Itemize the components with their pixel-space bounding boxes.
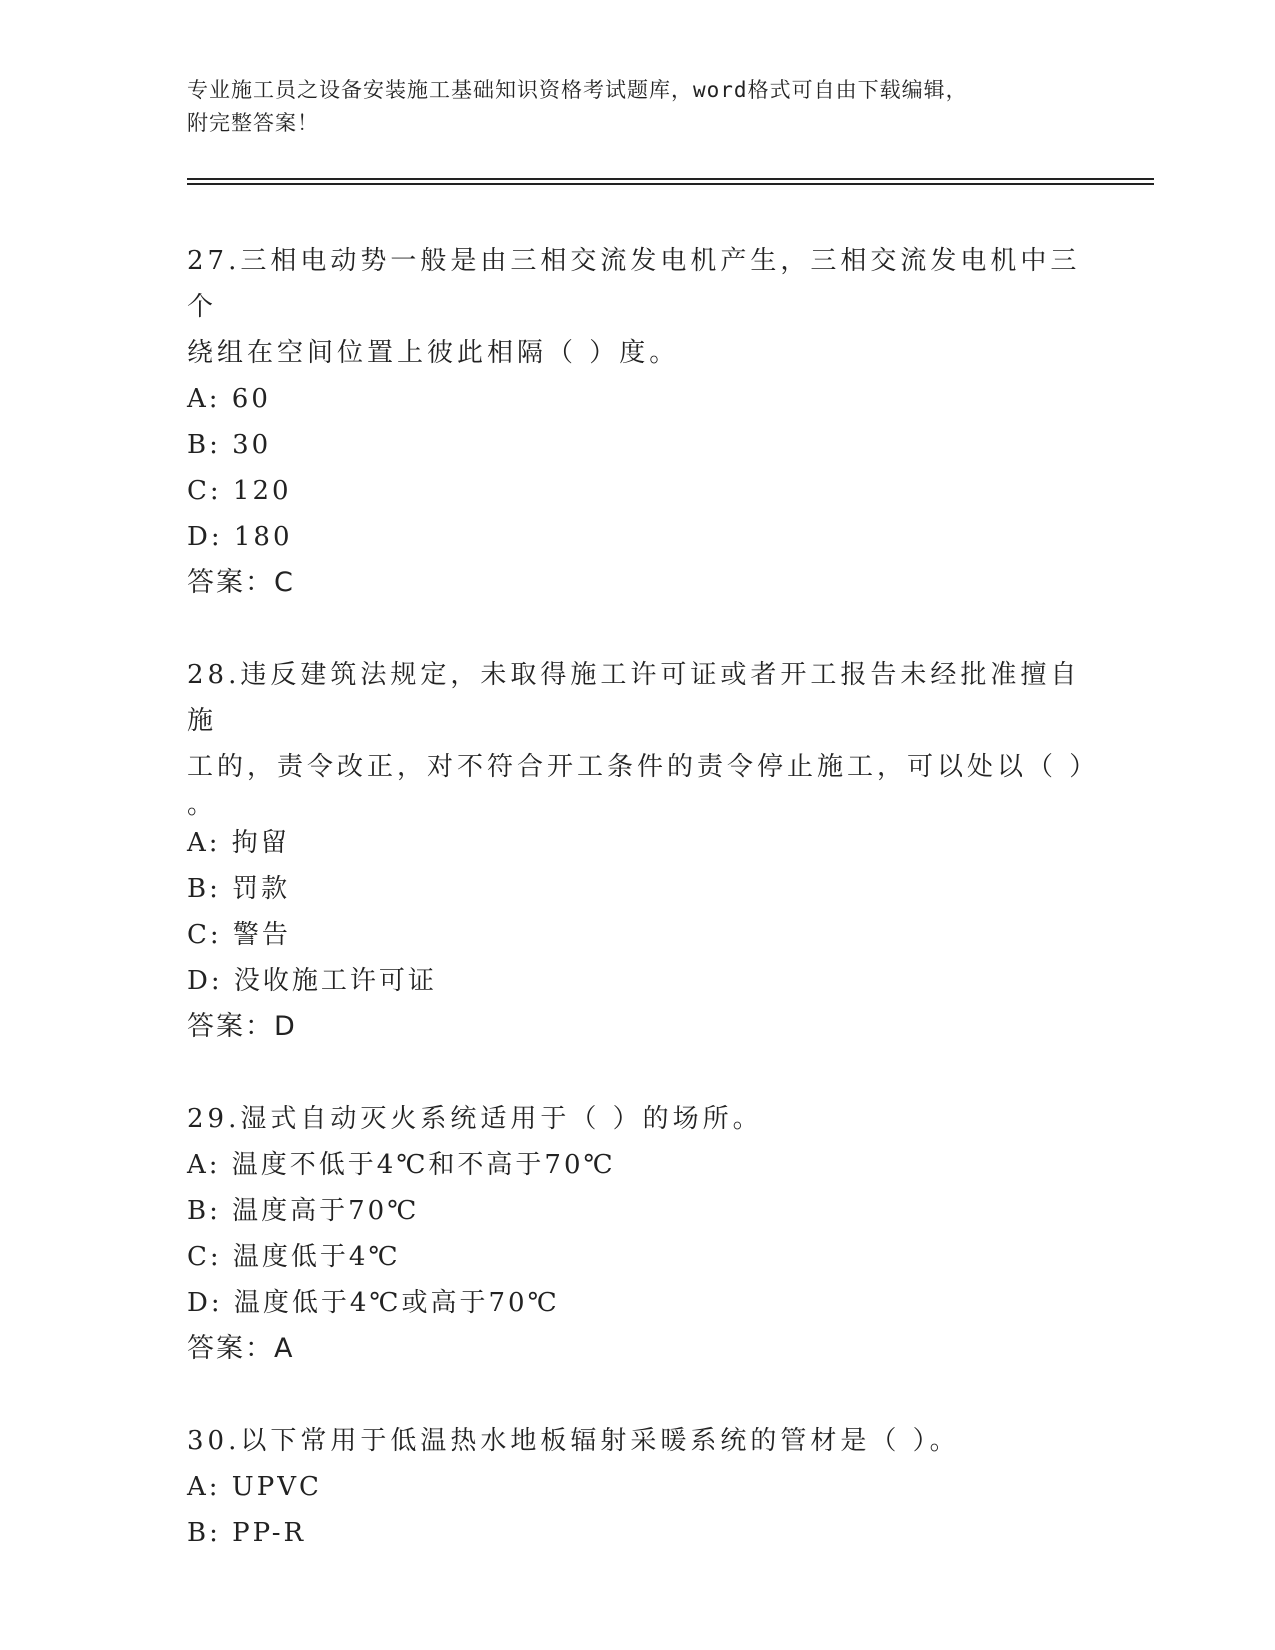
question-stem-tail: 。 [187, 790, 214, 820]
question-27 [187, 238, 1087, 606]
question-28 [187, 652, 1100, 1050]
header-divider-bottom [187, 183, 1154, 185]
spacer [187, 1372, 1087, 1418]
option-c: C: 120 [187, 476, 292, 506]
question-stem: 29.湿式自动灭火系统适用于（ ）的场所。 [187, 1104, 763, 1134]
option-d: D: 180 [187, 522, 293, 552]
option-b: B: PP-R [187, 1518, 307, 1548]
question-stem: 30.以下常用于低温热水地板辐射采暖系统的管材是（ ）。 [187, 1426, 960, 1456]
option-b: B: 温度高于70℃ [187, 1196, 420, 1226]
option-a: A: UPVC [187, 1472, 322, 1502]
option-d: D: 没收施工许可证 [187, 966, 437, 996]
spacer [187, 1050, 1087, 1096]
answer-line: 答案：A [187, 1333, 295, 1364]
question-stem: 28.违反建筑法规定，未取得施工许可证或者开工报告未经批准擅自施 工的，责令改正，对不符合开工条件的责令停止施工，可以处以（ ） [187, 660, 1100, 782]
question-stem: 27.三相电动势一般是由三相交流发电机产生，三相交流发电机中三个 绕组在空间位置上彼此相隔（ ）度。 [187, 246, 1081, 368]
option-a: A: 温度不低于4℃和不高于70℃ [187, 1150, 616, 1180]
question-29 [187, 1096, 1087, 1372]
option-d: D: 温度低于4℃或高于70℃ [187, 1288, 560, 1318]
option-b: B: 罚款 [187, 874, 291, 904]
option-a: A: 60 [187, 384, 271, 414]
option-b: B: 30 [187, 430, 272, 460]
header-divider-top [187, 178, 1154, 180]
question-list [187, 238, 1100, 1556]
question-30 [187, 1418, 1087, 1556]
option-c: C: 温度低于4℃ [187, 1242, 401, 1272]
answer-line: 答案：C [187, 567, 295, 598]
document-header: 专业施工员之设备安装施工基础知识资格考试题库，word格式可自由下载编辑， 附完整答案！ [187, 78, 968, 135]
option-a: A: 拘留 [187, 828, 290, 858]
spacer [187, 606, 1087, 652]
answer-line: 答案：D [187, 1011, 297, 1042]
option-c: C: 警告 [187, 920, 291, 950]
